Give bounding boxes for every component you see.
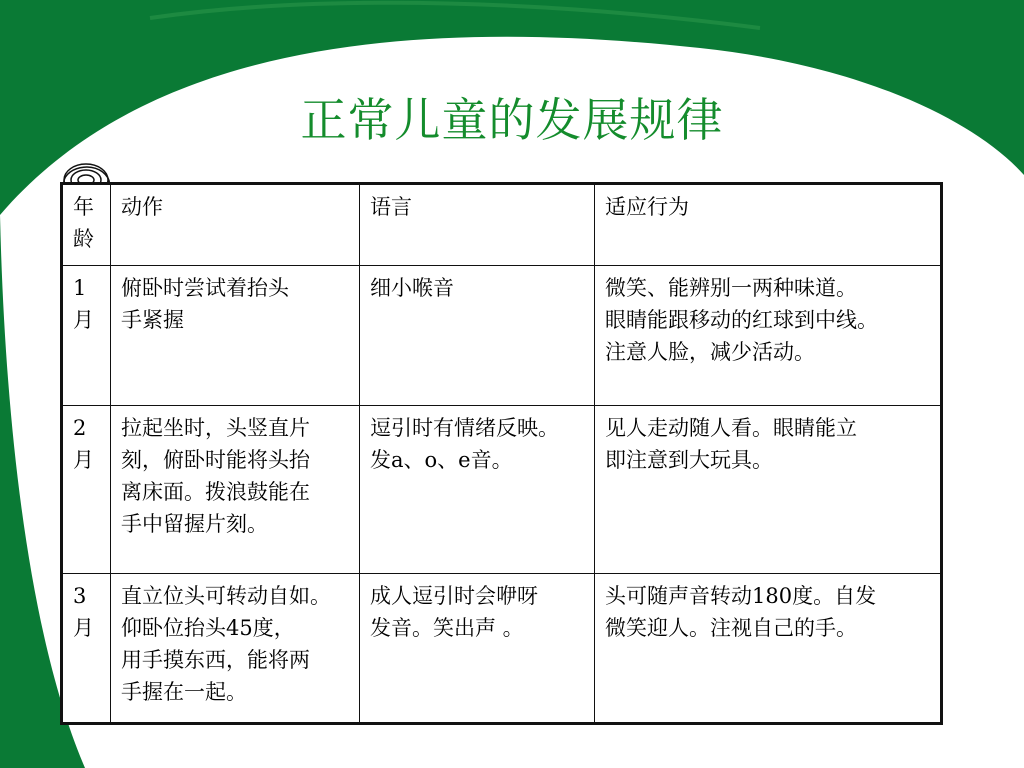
header-adaptive: 适应行为	[595, 184, 942, 266]
table-row-month-2	[62, 406, 942, 574]
language-line: 细小喉音	[370, 276, 454, 300]
cell-adaptive	[595, 406, 942, 574]
table-header-row	[62, 184, 942, 266]
header-motor: 动作	[111, 184, 360, 266]
language-line: 成人逗引时会咿呀	[370, 584, 538, 608]
cell-adaptive	[595, 574, 942, 724]
language-line: 发a、o、e音。	[370, 448, 513, 472]
language-line: 逗引时有情绪反映。	[370, 416, 559, 440]
age-line: 2	[73, 416, 87, 440]
motor-line: 仰卧位抬头45度，	[121, 616, 295, 640]
header-age-line: 年	[73, 195, 94, 219]
adaptive-line: 即注意到大玩具。	[605, 448, 773, 472]
table-row-month-3	[62, 574, 942, 724]
motor-line: 手紧握	[121, 308, 184, 332]
adaptive-line: 注意人脸，减少活动。	[605, 340, 815, 364]
development-table	[60, 182, 943, 725]
cell-age	[62, 266, 111, 406]
header-age	[62, 184, 111, 266]
cell-motor	[111, 406, 360, 574]
slide-title: 正常儿童的发展规律	[300, 93, 724, 147]
adaptive-line: 微笑、能辨别一两种味道。	[605, 276, 857, 300]
language-line: 发音。笑出声 。	[370, 616, 524, 640]
age-line: 1	[73, 276, 87, 300]
cell-age	[62, 574, 111, 724]
cell-motor	[111, 266, 360, 406]
motor-line: 手中留握片刻。	[121, 512, 268, 536]
motor-line: 刻，俯卧时能将头抬	[121, 448, 310, 472]
motor-line: 直立位头可转动自如。	[121, 584, 331, 608]
cell-adaptive	[595, 266, 942, 406]
header-language: 语言	[360, 184, 595, 266]
cell-language	[360, 266, 595, 406]
table-row-month-1	[62, 266, 942, 406]
adaptive-line: 眼睛能跟移动的红球到中线。	[605, 308, 878, 332]
motor-line: 俯卧时尝试着抬头	[121, 276, 289, 300]
adaptive-line: 头可随声音转动180度。自发	[605, 584, 877, 608]
header-age-line: 龄	[73, 227, 94, 251]
motor-line: 手握在一起。	[121, 680, 247, 704]
age-line: 月	[73, 308, 94, 332]
age-line: 3	[73, 584, 87, 608]
cell-language	[360, 406, 595, 574]
age-line: 月	[73, 448, 94, 472]
cell-motor	[111, 574, 360, 724]
motor-line: 离床面。拨浪鼓能在	[121, 480, 310, 504]
cell-age	[62, 406, 111, 574]
adaptive-line: 见人走动随人看。眼睛能立	[605, 416, 857, 440]
age-line: 月	[73, 616, 94, 640]
cell-language	[360, 574, 595, 724]
motor-line: 用手摸东西，能将两	[121, 648, 310, 672]
adaptive-line: 微笑迎人。注视自己的手。	[605, 616, 857, 640]
motor-line: 拉起坐时，头竖直片	[121, 416, 310, 440]
